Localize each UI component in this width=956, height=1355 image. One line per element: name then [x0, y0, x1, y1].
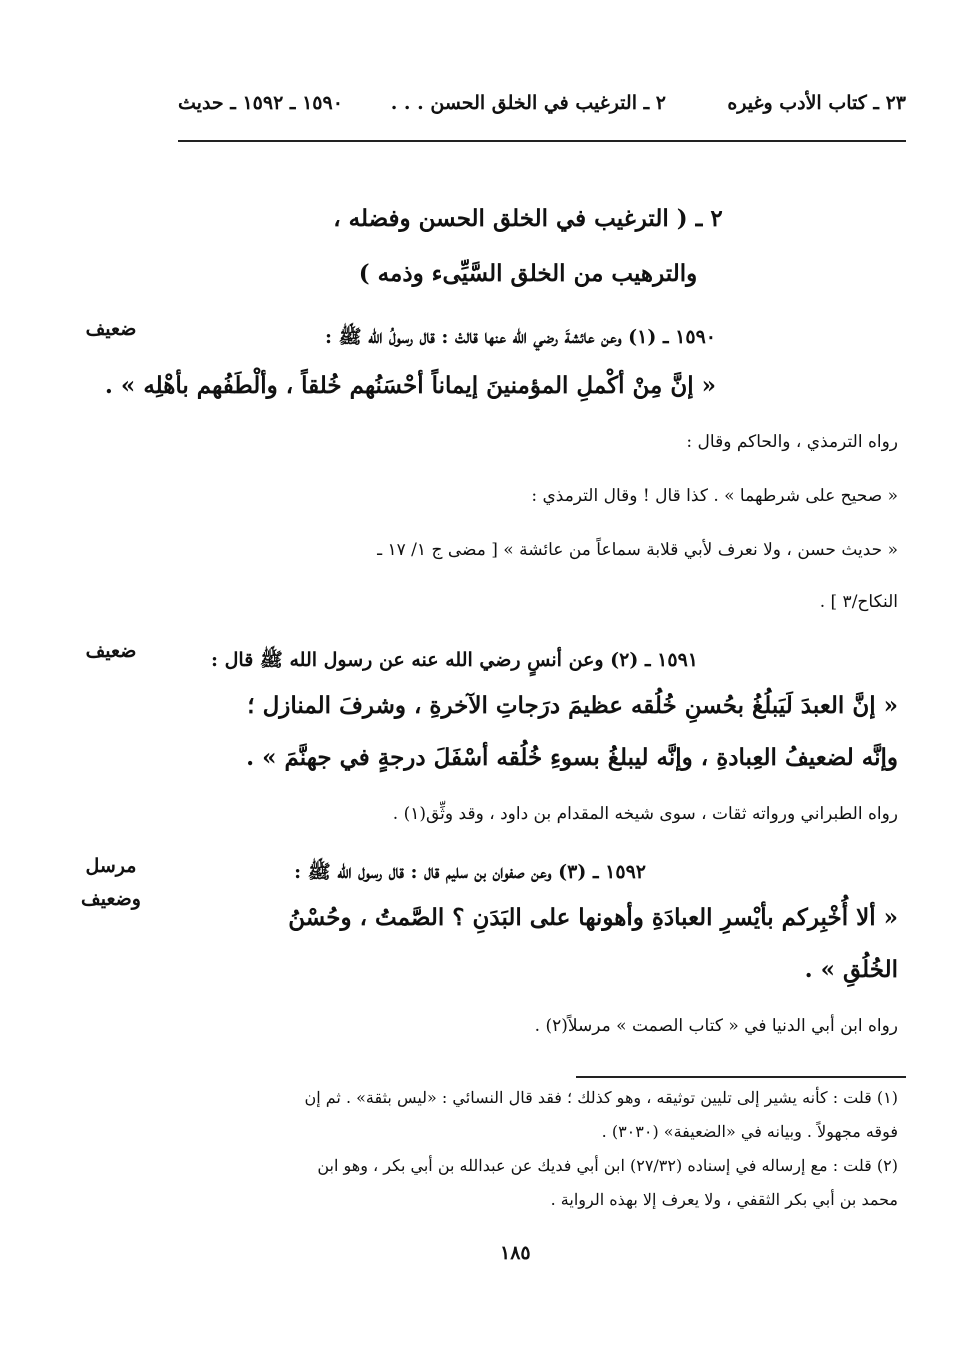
hadith-text-line: « إنَّ العبدَ لَيَبلُغُ بحُسنِ خُلُقه عظيمَ درَجاتِ الآخرةِ ، وشرفَ المنازل ؛: [247, 692, 898, 719]
footnote-line: (١) قلت : كأنه يشير إلى تليين توثيقه ، وهو كذلك ؛ فقد قال النسائي : «ليس بثقة» . ثم إن: [304, 1088, 898, 1107]
running-header-range: ١٥٩٠ ـ ١٥٩٢ ـ حديث: [178, 92, 343, 114]
hadith-intro: ١٥٩٢ ـ (٣) وعن صفوان بن سليم قال : قال رسول الله ﷺ :: [294, 861, 646, 883]
hadith-note: النكاح/٣ ] .: [819, 592, 898, 612]
footnote-line: محمد بن أبي بكر الثقفي ، ولا يعرف إلا بهذه الرواية .: [550, 1190, 898, 1209]
running-header-book: ٢٣ ـ كتاب الأدب وغيره: [727, 92, 906, 114]
footnote-line: (٢) قلت : مع إرساله في إسناده (٢٧/٣٢) ابن أبي فديك عن عبدالله بن أبي بكر ، وهو ابن: [317, 1156, 898, 1175]
hadith-note: رواه الترمذي ، والحاكم وقال :: [686, 432, 898, 452]
page-number: ١٨٥: [500, 1242, 531, 1264]
hadith-note: رواه ابن أبي الدنيا في « كتاب الصمت » مرسلاً(٢) .: [534, 1016, 898, 1036]
hadith-note: رواه الطبراني ورواته ثقات ، سوى شيخه المقدام بن داود ، وقد وثِّق(١) .: [392, 804, 898, 824]
hadith-text-line: « إنَّ مِنْ أكْملِ المؤمنينَ إيماناً أحْسَنُهم خُلقاً ، وألْطَفُهم بأهْلِه » .: [104, 372, 716, 399]
section-title-line1: ٢ ـ ( الترغيب في الخلق الحسن وفضله ،: [333, 205, 723, 232]
footnote-line: فوقه مجهولاً . وبيانه في «الضعيفة» (٣٠٣٠) .: [601, 1122, 898, 1141]
hadith-grade: ضعيف: [85, 640, 137, 662]
hadith-grade: ضعيف: [85, 318, 137, 340]
hadith-text-line: « ألا أُخْبِركم بأيْسرِ العبادَةِ وأهونها على البَدَنِ ؟ الصَّمتُ ، وحُسْنُ: [288, 904, 898, 931]
footnote-rule: [576, 1076, 906, 1078]
section-title-line2: والترهيب من الخلق السَّيِّىء وذمه ): [358, 260, 698, 287]
header-rule: [178, 140, 906, 142]
hadith-note: « صحيح على شرطهما » . كذا قال ! وقال الترمذي :: [531, 486, 898, 506]
hadith-text-line: وإنَّه لضعيفُ العِبادةِ ، وإنَّه ليبلغُ بسوءِ خُلُقه أسْفَلَ درجةٍ في جهنَّمَ » .: [246, 744, 898, 771]
hadith-intro: ١٥٩١ ـ (٢) وعن أنسٍ رضي الله عنه عن رسول الله ﷺ قال :: [210, 649, 698, 671]
hadith-note: « حديث حسن ، ولا نعرف لأبي قلابة سماعاً من عائشة » [ مضى ج ١/ ١٧ ـ: [377, 540, 898, 560]
hadith-intro: ١٥٩٠ ـ (١) وعن عائشةَ رضي الله عنها قالتْ : قال رسولُ الله ﷺ :: [324, 326, 716, 348]
running-header-chapter: ٢ ـ الترغيب في الخلق الحسن . . .: [390, 92, 666, 114]
hadith-text-line: الخُلُقِ » .: [804, 956, 898, 983]
hadith-grade: وضعيف: [81, 888, 141, 910]
hadith-grade: مرسل: [85, 855, 137, 877]
